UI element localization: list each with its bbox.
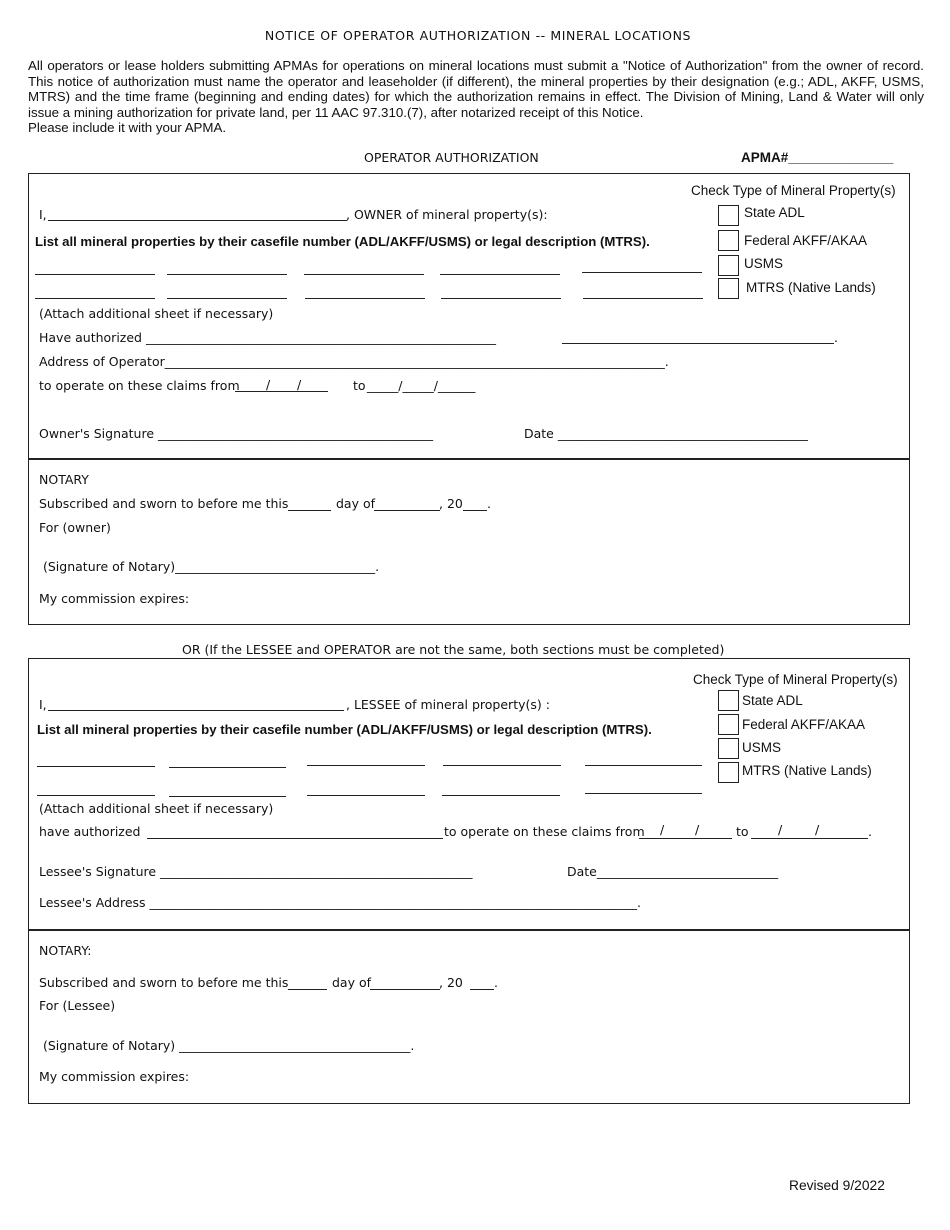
notary1-heading: NOTARY xyxy=(39,472,89,487)
intro-last-line: Please include it with your APMA. xyxy=(28,120,227,135)
owner-of-label: , OWNER of mineral property(s): xyxy=(346,207,548,222)
owner-from-date-slash: / xyxy=(297,377,302,392)
owner-property-field[interactable] xyxy=(167,298,287,299)
notary1-day-of: day of xyxy=(336,496,376,511)
intro-paragraph xyxy=(28,58,924,136)
owner-to-date-field[interactable]: _____/_____/______ xyxy=(367,378,476,393)
lessee-i-prefix: I, xyxy=(39,697,47,712)
lessee-to-label: to xyxy=(736,824,749,839)
lessee-checkbox-label: USMS xyxy=(742,740,782,755)
owner-name-field[interactable] xyxy=(48,220,347,221)
notary2-dot: . xyxy=(494,975,498,990)
revision-note: Revised 9/2022 xyxy=(789,1178,885,1193)
owner-property-field[interactable] xyxy=(305,298,425,299)
lessee-checkbox-mtrs[interactable] xyxy=(718,762,739,783)
lessee-checkbox-label: State ADL xyxy=(742,693,803,708)
lessee-property-field[interactable] xyxy=(169,796,286,797)
notary2-commission-expires: My commission expires: xyxy=(39,1069,190,1084)
owner-property-field[interactable] xyxy=(35,274,155,275)
owner-check-type-header: Check Type of Mineral Property(s) xyxy=(691,183,896,198)
lessee-property-field[interactable] xyxy=(585,793,702,794)
lessee-check-type-header: Check Type of Mineral Property(s) xyxy=(693,672,898,687)
lessee-attach-note: (Attach additional sheet if necessary) xyxy=(39,801,274,816)
owner-property-field[interactable] xyxy=(583,298,703,299)
lessee-property-field[interactable] xyxy=(169,767,286,768)
apma-number-field[interactable]: APMA#______________ xyxy=(741,150,894,165)
owner-operate-from-label: to operate on these claims from xyxy=(39,378,240,393)
lessee-have-authorized: have authorized xyxy=(39,824,141,839)
lessee-operate-from-label: to operate on these claims from xyxy=(444,824,645,839)
owner-property-field[interactable] xyxy=(582,272,702,273)
owner-checkbox-state-adl[interactable] xyxy=(718,205,739,226)
owner-property-field[interactable] xyxy=(441,298,561,299)
operator-authorization-heading: OPERATOR AUTHORIZATION xyxy=(364,150,539,165)
owner-period: . xyxy=(834,330,838,345)
lessee-period: . xyxy=(868,824,872,839)
notary1-year-prefix: , 20 xyxy=(439,496,463,511)
notary2-year-field[interactable] xyxy=(470,989,494,990)
owner-signature-field[interactable]: Owner's Signature ____________________________________________ xyxy=(39,426,434,441)
owner-section xyxy=(28,173,910,459)
owner-property-field[interactable] xyxy=(440,274,560,275)
lessee-property-field[interactable] xyxy=(443,765,561,766)
lessee-of-label: , LESSEE of mineral property(s) : xyxy=(346,697,550,712)
notary2-month-field[interactable] xyxy=(370,989,440,990)
owner-property-field[interactable] xyxy=(35,298,155,299)
lessee-signature-field[interactable]: Lessee's Signature __________________________________________________ xyxy=(39,864,473,879)
lessee-to-date-field[interactable] xyxy=(751,838,868,839)
notary1-dot: . xyxy=(487,496,491,511)
notary1-day-field[interactable] xyxy=(288,510,331,511)
lessee-authorized-operator-field[interactable] xyxy=(147,838,443,839)
owner-have-authorized: Have authorized ________________________________________________________ xyxy=(39,330,496,345)
lessee-checkbox-usms[interactable] xyxy=(718,738,739,759)
lessee-from-date-field[interactable] xyxy=(639,838,732,839)
lessee-section xyxy=(28,658,910,930)
owner-authorized-operator-field[interactable] xyxy=(562,343,834,344)
owner-date-field[interactable]: Date ________________________________________ xyxy=(524,426,808,441)
notary2-day-of: day of xyxy=(332,975,372,990)
lessee-address-field[interactable]: Lessee's Address ______________________________________________________________________________. xyxy=(39,895,641,910)
intro-text: All operators or lease holders submitting APMAs for operations on mineral locations must submit a "Notice of Authorization" from the owner of record. This notice of authorization must name the operator and leaseholder (if different), the mineral properties by their designation (e.g.; ADL, AKFF, USMS, MTRS) and the time frame (beginning and ending dates) for which the authorization remains in effect. The Division of Mining, Land & Water will only issue a mining authorization for private land, per 11 AAC 97.310.(7), after notarized receipt of this Notice. xyxy=(28,58,924,120)
form-title: NOTICE OF OPERATOR AUTHORIZATION -- MINERAL LOCATIONS xyxy=(264,28,692,43)
notary1-sworn-prefix: Subscribed and sworn to before me this xyxy=(39,496,289,511)
notary1-signature-field[interactable]: (Signature of Notary)________________________________. xyxy=(43,559,380,574)
owner-from-date-field[interactable] xyxy=(235,391,328,392)
lessee-notary-section xyxy=(28,930,910,1104)
lessee-property-field[interactable] xyxy=(442,795,560,796)
owner-i-prefix: I, xyxy=(39,207,47,222)
or-instruction: OR (If the LESSEE and OPERATOR are not the same, both sections must be completed) xyxy=(182,642,725,657)
notary2-year-prefix: , 20 xyxy=(439,975,463,990)
owner-checkbox-label: MTRS (Native Lands) xyxy=(746,280,876,295)
owner-checkbox-label: Federal AKFF/AKAA xyxy=(744,233,868,248)
lessee-property-field[interactable] xyxy=(307,795,425,796)
owner-property-field[interactable] xyxy=(167,274,287,275)
lessee-property-field[interactable] xyxy=(307,765,425,766)
lessee-from-date-slash: / xyxy=(695,822,700,837)
lessee-checkbox-label: MTRS (Native Lands) xyxy=(742,763,872,778)
notary2-day-field[interactable] xyxy=(288,989,327,990)
lessee-from-date-slash: / xyxy=(660,822,665,837)
owner-from-date-slash: / xyxy=(266,377,271,392)
lessee-date-field[interactable]: Date_____________________________ xyxy=(567,864,779,879)
owner-checkbox-label: USMS xyxy=(744,256,784,271)
notary2-sworn-prefix: Subscribed and sworn to before me this xyxy=(39,975,289,990)
notary2-signature-field[interactable]: (Signature of Notary) _____________________________________. xyxy=(43,1038,415,1053)
owner-checkbox-federal[interactable] xyxy=(718,230,739,251)
lessee-checkbox-label: Federal AKFF/AKAA xyxy=(742,717,866,732)
owner-list-instruction: List all mineral properties by their casefile number (ADL/AKFF/USMS) or legal description (MTRS). xyxy=(35,234,650,249)
notary1-for-owner: For (owner) xyxy=(39,520,111,535)
lessee-list-instruction: List all mineral properties by their casefile number (ADL/AKFF/USMS) or legal description (MTRS). xyxy=(37,722,652,737)
lessee-checkbox-federal[interactable] xyxy=(718,714,739,735)
owner-to-label: to xyxy=(353,378,366,393)
owner-property-field[interactable] xyxy=(304,274,424,275)
notary1-commission-expires: My commission expires: xyxy=(39,591,190,606)
owner-checkbox-label: State ADL xyxy=(744,205,805,220)
lessee-name-field[interactable] xyxy=(48,710,344,711)
owner-operator-address[interactable]: Address of Operator________________________________________________________________________________. xyxy=(39,354,669,369)
notary2-heading: NOTARY: xyxy=(39,943,92,958)
notary2-for-lessee: For (Lessee) xyxy=(39,998,116,1013)
owner-attach-note: (Attach additional sheet if necessary) xyxy=(39,306,274,321)
notary1-year-field[interactable] xyxy=(463,510,487,511)
owner-checkbox-mtrs[interactable] xyxy=(718,278,739,299)
lessee-property-field[interactable] xyxy=(37,766,155,767)
notary1-month-field[interactable] xyxy=(374,510,440,511)
lessee-property-field[interactable] xyxy=(585,765,702,766)
owner-notary-section xyxy=(28,459,910,625)
lessee-to-date-slash: / xyxy=(778,822,783,837)
lessee-to-date-slash: / xyxy=(815,822,820,837)
lessee-property-field[interactable] xyxy=(37,795,155,796)
lessee-checkbox-state-adl[interactable] xyxy=(718,690,739,711)
owner-checkbox-usms[interactable] xyxy=(718,255,739,276)
